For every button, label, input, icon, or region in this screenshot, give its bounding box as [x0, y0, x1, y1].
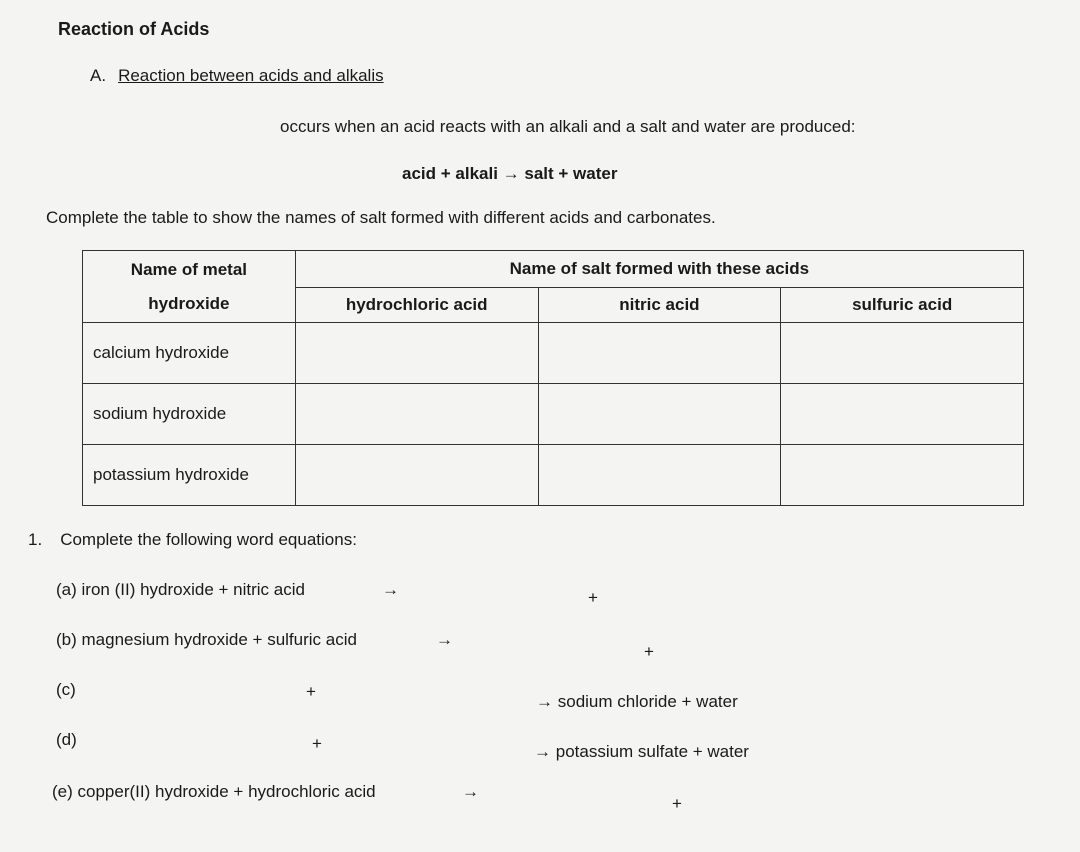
part-c — [56, 680, 76, 700]
part-e — [52, 782, 376, 802]
plus-sign: + — [312, 734, 322, 753]
header-hydrochloric-acid: hydrochloric acid — [295, 288, 538, 323]
question-number: 1. — [28, 530, 43, 549]
plus-sign: + — [672, 794, 682, 813]
section-heading — [90, 66, 384, 86]
answer-cell[interactable] — [538, 323, 781, 384]
answer-cell[interactable] — [538, 445, 781, 506]
header-metal-line1: Name of metal — [130, 259, 247, 279]
row-label-calcium-hydroxide: calcium hydroxide — [83, 323, 296, 384]
answer-cell[interactable] — [781, 445, 1024, 506]
reaction-arrow: → — [382, 580, 399, 599]
row-label-sodium-hydroxide: sodium hydroxide — [83, 384, 296, 445]
header-sulfuric-acid: sulfuric acid — [781, 288, 1024, 323]
answer-cell[interactable] — [781, 323, 1024, 384]
header-salt-group: Name of salt formed with these acids — [295, 251, 1023, 288]
plus-sign: + — [644, 642, 654, 661]
plus-sign: + — [306, 682, 316, 701]
plus-sign: + — [588, 588, 598, 607]
table-instruction: Complete the table to show the names of salt formed with different acids and carbonates. — [46, 208, 716, 227]
definition-text: occurs when an acid reacts with an alkali and a salt and water are produced: — [280, 117, 856, 136]
part-products: potassium sulfate + water — [555, 742, 749, 761]
part-reactants: copper(II) hydroxide + hydrochloric acid — [77, 782, 376, 801]
table-row — [83, 323, 1024, 384]
section-title: Reaction between acids and alkalis — [118, 66, 384, 85]
header-nitric-acid: nitric acid — [538, 288, 781, 323]
part-d — [56, 730, 77, 750]
part-reactants: magnesium hydroxide + sulfuric acid — [81, 630, 357, 649]
general-word-equation: acid + alkali → salt + water — [402, 164, 618, 183]
header-metal-hydroxide — [83, 251, 296, 323]
part-label: (d) — [56, 730, 77, 749]
part-c-products — [536, 692, 738, 712]
page-title: Reaction of Acids — [58, 19, 210, 39]
row-label-potassium-hydroxide: potassium hydroxide — [83, 445, 296, 506]
part-label: (a) — [56, 580, 77, 599]
part-products: sodium chloride + water — [557, 692, 738, 711]
part-label: (e) — [52, 782, 73, 801]
reaction-arrow: → — [436, 630, 453, 649]
question-text: Complete the following word equations: — [60, 530, 357, 549]
part-reactants: iron (II) hydroxide + nitric acid — [81, 580, 305, 599]
part-b — [56, 630, 357, 650]
reaction-arrow: → — [462, 782, 479, 801]
part-label: (b) — [56, 630, 77, 649]
reaction-arrow: → — [536, 692, 553, 711]
answer-cell[interactable] — [295, 445, 538, 506]
salt-table — [82, 250, 1024, 506]
answer-cell[interactable] — [538, 384, 781, 445]
part-d-products — [534, 742, 749, 762]
section-letter: A. — [90, 66, 107, 85]
table-row — [83, 445, 1024, 506]
table-row — [83, 384, 1024, 445]
part-a — [56, 580, 305, 600]
header-metal-line2: hydroxide — [148, 293, 230, 313]
question-1 — [28, 530, 357, 550]
answer-cell[interactable] — [295, 384, 538, 445]
answer-cell[interactable] — [295, 323, 538, 384]
answer-cell[interactable] — [781, 384, 1024, 445]
reaction-arrow: → — [534, 742, 551, 761]
part-label: (c) — [56, 680, 76, 699]
